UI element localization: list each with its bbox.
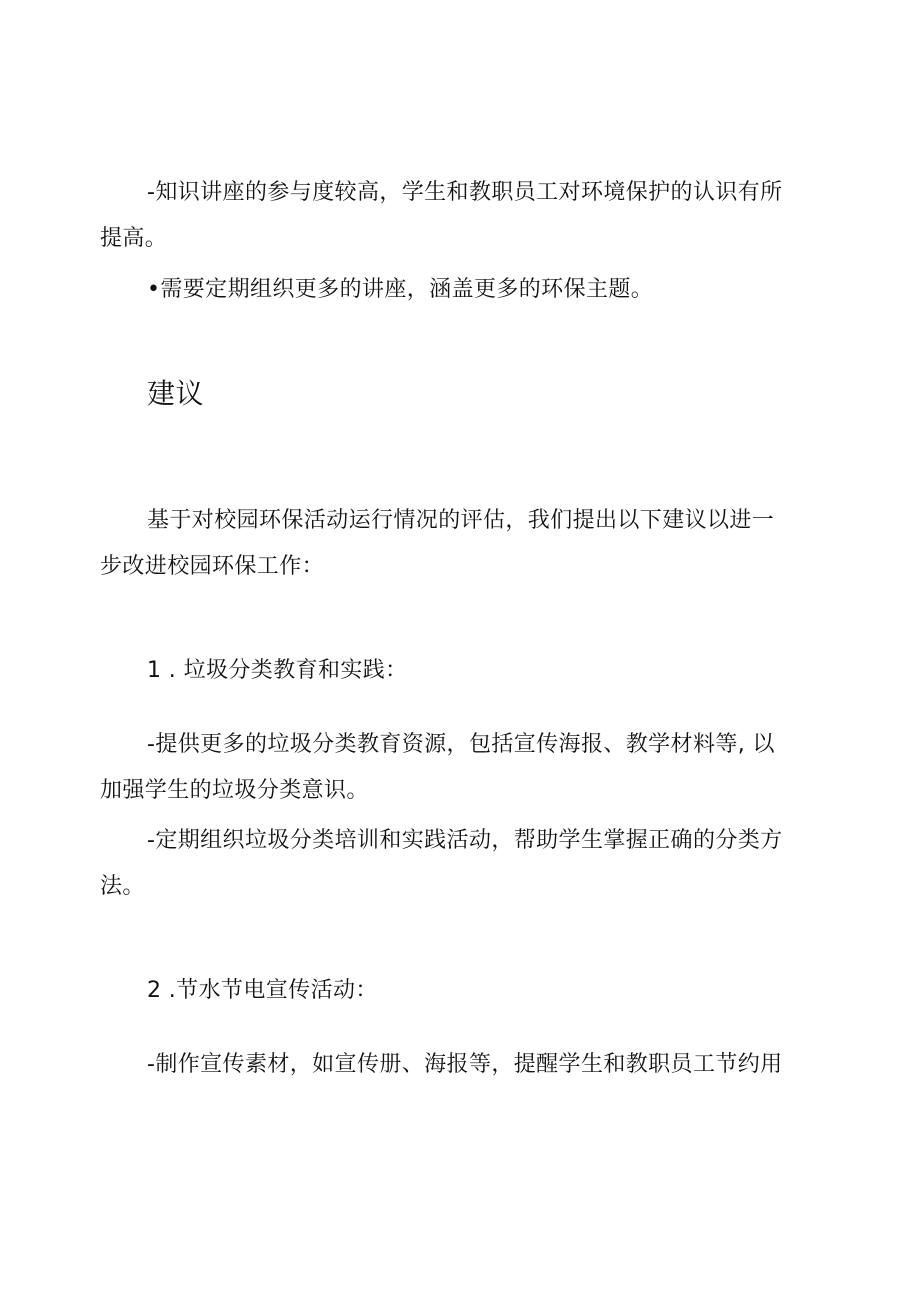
bullet-line-continuation: 加强学生的垃圾分类意识。: [100, 778, 369, 803]
bullet-line: -知识讲座的参与度较高，学生和教职员工对环境保护的认识有所: [147, 180, 783, 205]
bullet-line: •需要定期组织更多的讲座，涵盖更多的环保主题。: [147, 277, 654, 302]
bullet-line-continuation: 提高。: [100, 226, 168, 251]
bullet-line: -制作宣传素材，如宣传册、海报等，提醒学生和教职员工节约用: [147, 1052, 783, 1077]
list-item-title: 2 .节水节电宣传活动：: [147, 978, 378, 1003]
bullet-line: -提供更多的垃圾分类教育资源，包括宣传海报、教学材料等, 以: [147, 732, 775, 757]
section-heading: 建议: [147, 377, 205, 410]
list-item-title: 1 . 垃圾分类教育和实践：: [147, 658, 408, 683]
paragraph-line: 基于对校园环保活动运行情况的评估，我们提出以下建议以进一: [147, 508, 775, 533]
bullet-line-continuation: 法。: [100, 874, 145, 899]
bullet-line: -定期组织垃圾分类培训和实践活动，帮助学生掌握正确的分类方: [147, 828, 783, 853]
paragraph-line-continuation: 步改进校园环保工作：: [100, 554, 325, 579]
